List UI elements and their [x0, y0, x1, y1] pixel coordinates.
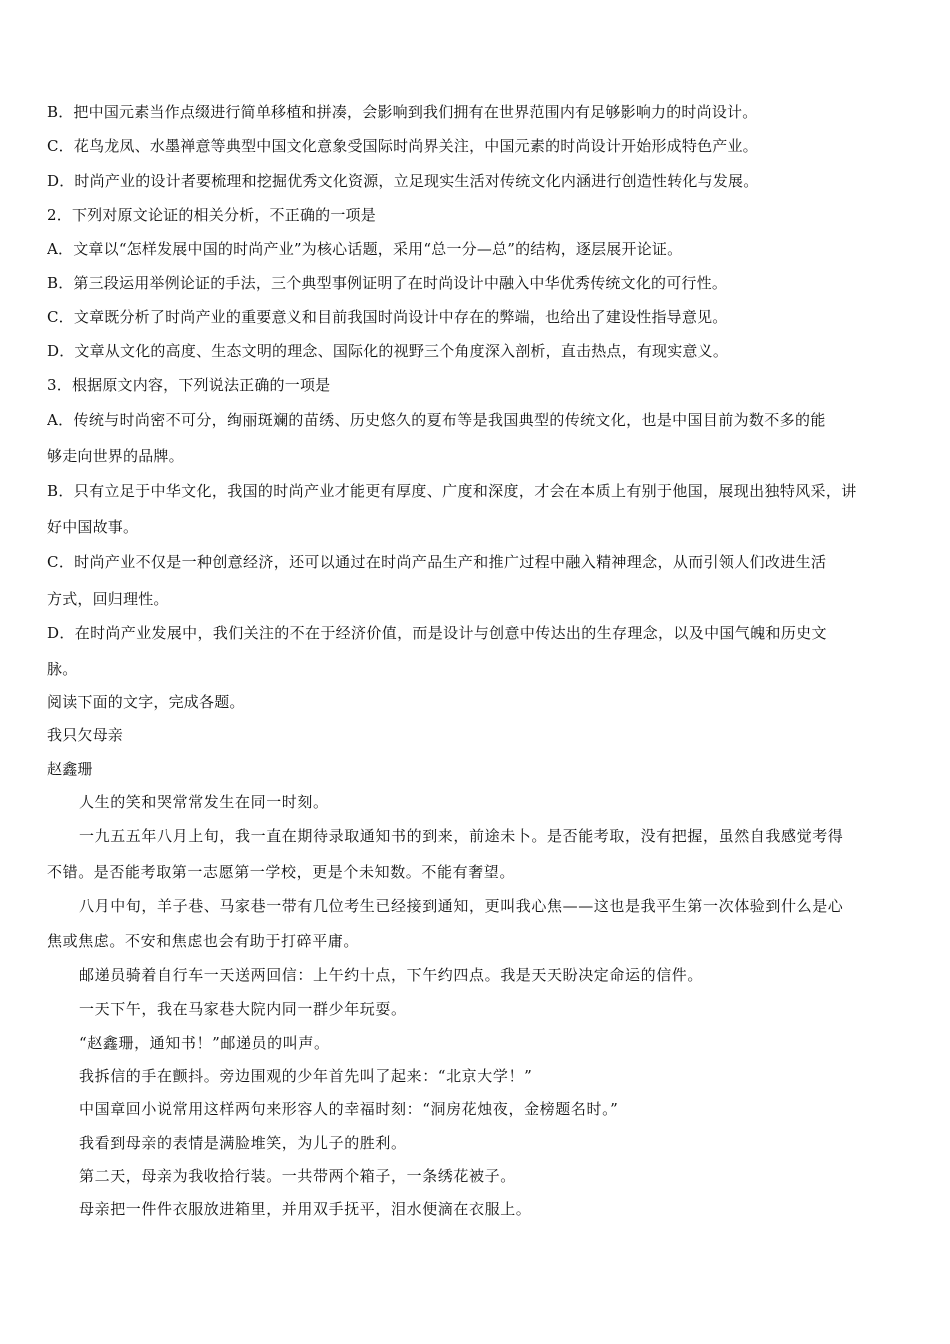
story-paragraph: 邮递员骑着自行车一天送两回信：上午约十点，下午约四点。我是天天盼决定命运的信件。: [79, 966, 704, 984]
q2-option-c: C．文章既分析了时尚产业的重要意义和目前我国时尚设计中存在的弊端，也给出了建设性指导意见。: [47, 308, 728, 326]
reading-instruction: 阅读下面的文字，完成各题。: [47, 693, 245, 711]
story-paragraph-continued: 焦或焦虑。不安和焦虑也会有助于打碎平庸。: [47, 932, 360, 950]
q2-stem: 2．下列对原文论证的相关分析，不正确的一项是: [47, 206, 376, 224]
q3-option-d-line1: D．在时尚产业发展中，我们关注的不在于经济价值，而是设计与创意中传达出的生存理念，以及中国气魄和历史文: [47, 624, 827, 642]
story-title: 我只欠母亲: [47, 726, 124, 744]
q1-option-b: B．把中国元素当作点缀进行简单移植和拼凑，会影响到我们拥有在世界范围内有足够影响力的时尚设计。: [47, 103, 758, 121]
q3-option-d-line2: 脉。: [47, 660, 78, 678]
story-paragraph: 一天下午，我在马家巷大院内同一群少年玩耍。: [79, 1000, 407, 1018]
story-paragraph: “赵鑫珊，通知书！”邮递员的叫声。: [79, 1034, 330, 1052]
story-paragraph: 母亲把一件件衣服放进箱里，并用双手抚平，泪水便滴在衣服上。: [79, 1200, 532, 1218]
q3-option-a-line2: 够走向世界的品牌。: [47, 447, 184, 465]
q3-option-b-line1: B．只有立足于中华文化，我国的时尚产业才能更有厚度、广度和深度，才会在本质上有别于他国，展现出独特风采，讲: [47, 482, 857, 500]
q3-option-c-line1: C．时尚产业不仅是一种创意经济，还可以通过在时尚产品生产和推广过程中融入精神理念，从而引领人们改进生活: [47, 553, 827, 571]
story-paragraph: 中国章回小说常用这样两句来形容人的幸福时刻：“洞房花烛夜，金榜题名时。”: [79, 1100, 619, 1118]
q2-option-a: A．文章以“怎样发展中国的时尚产业”为核心话题，采用“总一分—总”的结构，逐层展开论证。: [47, 240, 683, 258]
story-paragraph: 我拆信的手在颤抖。旁边围观的少年首先叫了起来：“北京大学！”: [79, 1067, 533, 1085]
q3-option-a-line1: A．传统与时尚密不可分，绚丽斑斓的苗绣、历史悠久的夏布等是我国典型的传统文化，也是中国目前为数不多的能: [47, 411, 826, 429]
story-paragraph: 一九五五年八月上旬，我一直在期待录取通知书的到来，前途未卜。是否能考取，没有把握，虽然自我感觉考得: [79, 827, 844, 845]
story-author: 赵鑫珊: [47, 760, 93, 778]
q3-option-c-line2: 方式，回归理性。: [47, 590, 169, 608]
q1-option-d: D．时尚产业的设计者要梳理和挖掘优秀文化资源，立足现实生活对传统文化内涵进行创造性转化与发展。: [47, 172, 759, 190]
q2-option-d: D．文章从文化的高度、生态文明的理念、国际化的视野三个角度深入剖析，直击热点，有现实意义。: [47, 342, 729, 360]
story-paragraph-continued: 不错。是否能考取第一志愿第一学校，更是个未知数。不能有奢望。: [47, 863, 516, 881]
story-paragraph: 人生的笑和哭常常发生在同一时刻。: [79, 793, 329, 811]
q2-option-b: B．第三段运用举例论证的手法，三个典型事例证明了在时尚设计中融入中华优秀传统文化的可行性。: [47, 274, 728, 292]
story-paragraph: 第二天，母亲为我收拾行装。一共带两个箱子，一条绣花被子。: [79, 1167, 516, 1185]
q3-stem: 3．根据原文内容，下列说法正确的一项是: [47, 376, 331, 394]
q3-option-b-line2: 好中国故事。: [47, 518, 139, 536]
q1-option-c: C．花鸟龙凤、水墨禅意等典型中国文化意象受国际时尚界关注，中国元素的时尚设计开始形成特色产业。: [47, 137, 758, 155]
story-paragraph: 八月中旬，羊子巷、马家巷一带有几位考生已经接到通知，更叫我心焦——这也是我平生第一次体验到什么是心: [79, 897, 844, 915]
story-paragraph: 我看到母亲的表情是满脸堆笑，为儿子的胜利。: [79, 1134, 407, 1152]
